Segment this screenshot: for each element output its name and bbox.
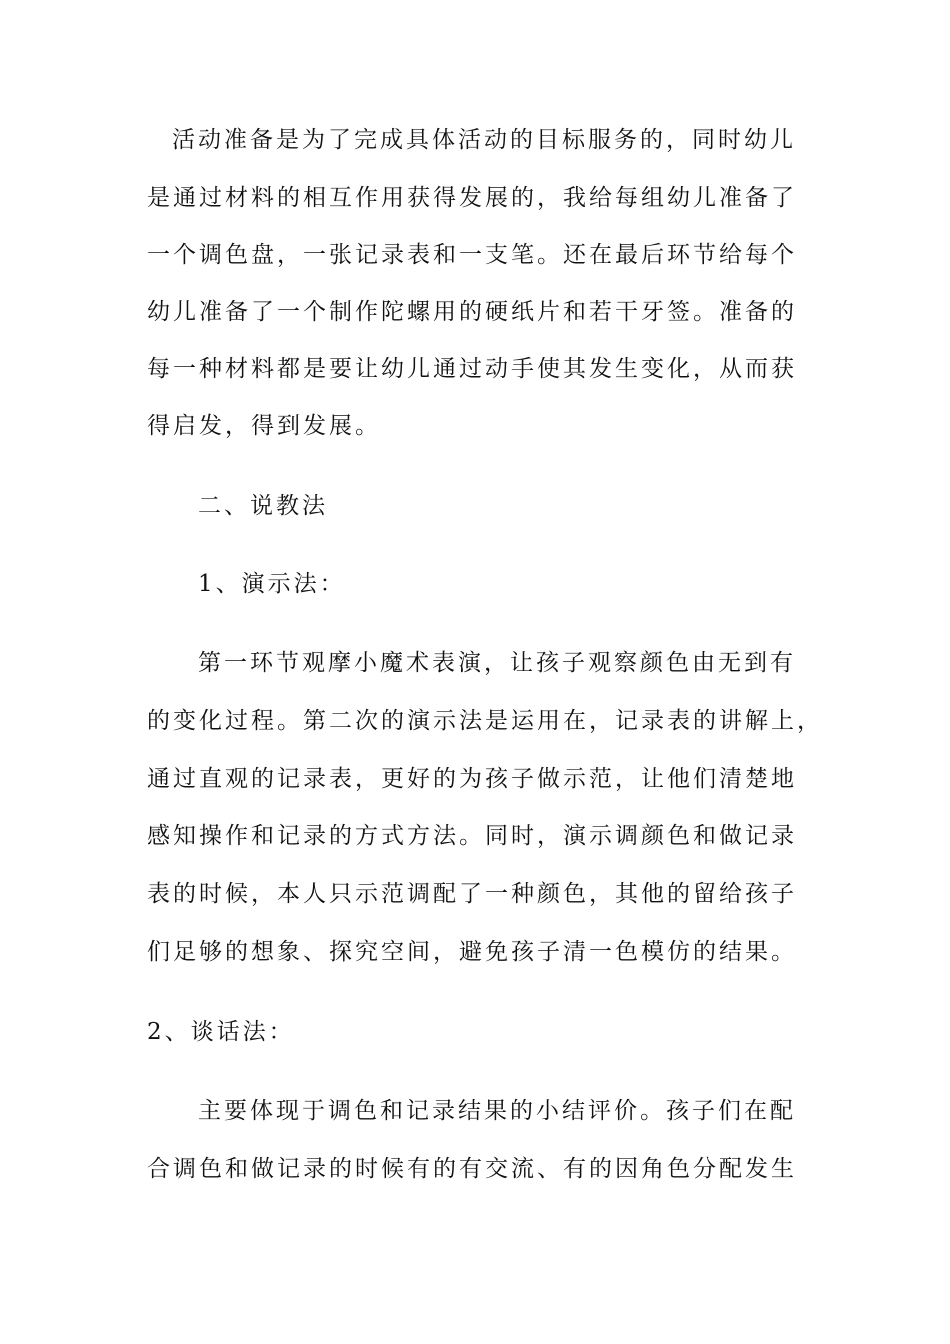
paragraph-line: 合调色和做记录的时候有的有交流、有的因角色分配发生 [147,1156,797,1182]
paragraph-line: 通过直观的记录表，更好的为孩子做示范，让他们清楚地 [147,766,797,792]
paragraph-line: 表的时候，本人只示范调配了一种颜色，其他的留给孩子 [147,881,797,907]
paragraph-line: 是通过材料的相互作用获得发展的，我给每组幼儿准备了 [147,185,797,211]
paragraph-line: 一个调色盘，一张记录表和一支笔。还在最后环节给每个 [147,242,797,268]
subsection-heading: 1、演示法： [198,571,346,597]
subsection-heading: 2、谈话法： [147,1019,295,1045]
paragraph-line: 感知操作和记录的方式方法。同时，演示调颜色和做记录 [147,823,797,849]
paragraph-line: 得启发，得到发展。 [147,413,381,439]
paragraph-line: 的变化过程。第二次的演示法是运用在，记录表的讲解上， [147,708,823,734]
paragraph-line: 们足够的想象、探究空间，避免孩子清一色模仿的结果。 [147,939,797,965]
section-heading: 二、说教法 [198,493,328,519]
paragraph-line: 主要体现于调色和记录结果的小结评价。孩子们在配 [198,1098,796,1124]
paragraph-line: 第一环节观摩小魔术表演，让孩子观察颜色由无到有 [198,650,796,676]
paragraph-line: 幼儿准备了一个制作陀螺用的硬纸片和若干牙签。准备的 [147,299,797,325]
paragraph-line: 活动准备是为了完成具体活动的目标服务的，同时幼儿 [172,127,796,153]
paragraph-line: 每一种材料都是要让幼儿通过动手使其发生变化，从而获 [147,356,797,382]
